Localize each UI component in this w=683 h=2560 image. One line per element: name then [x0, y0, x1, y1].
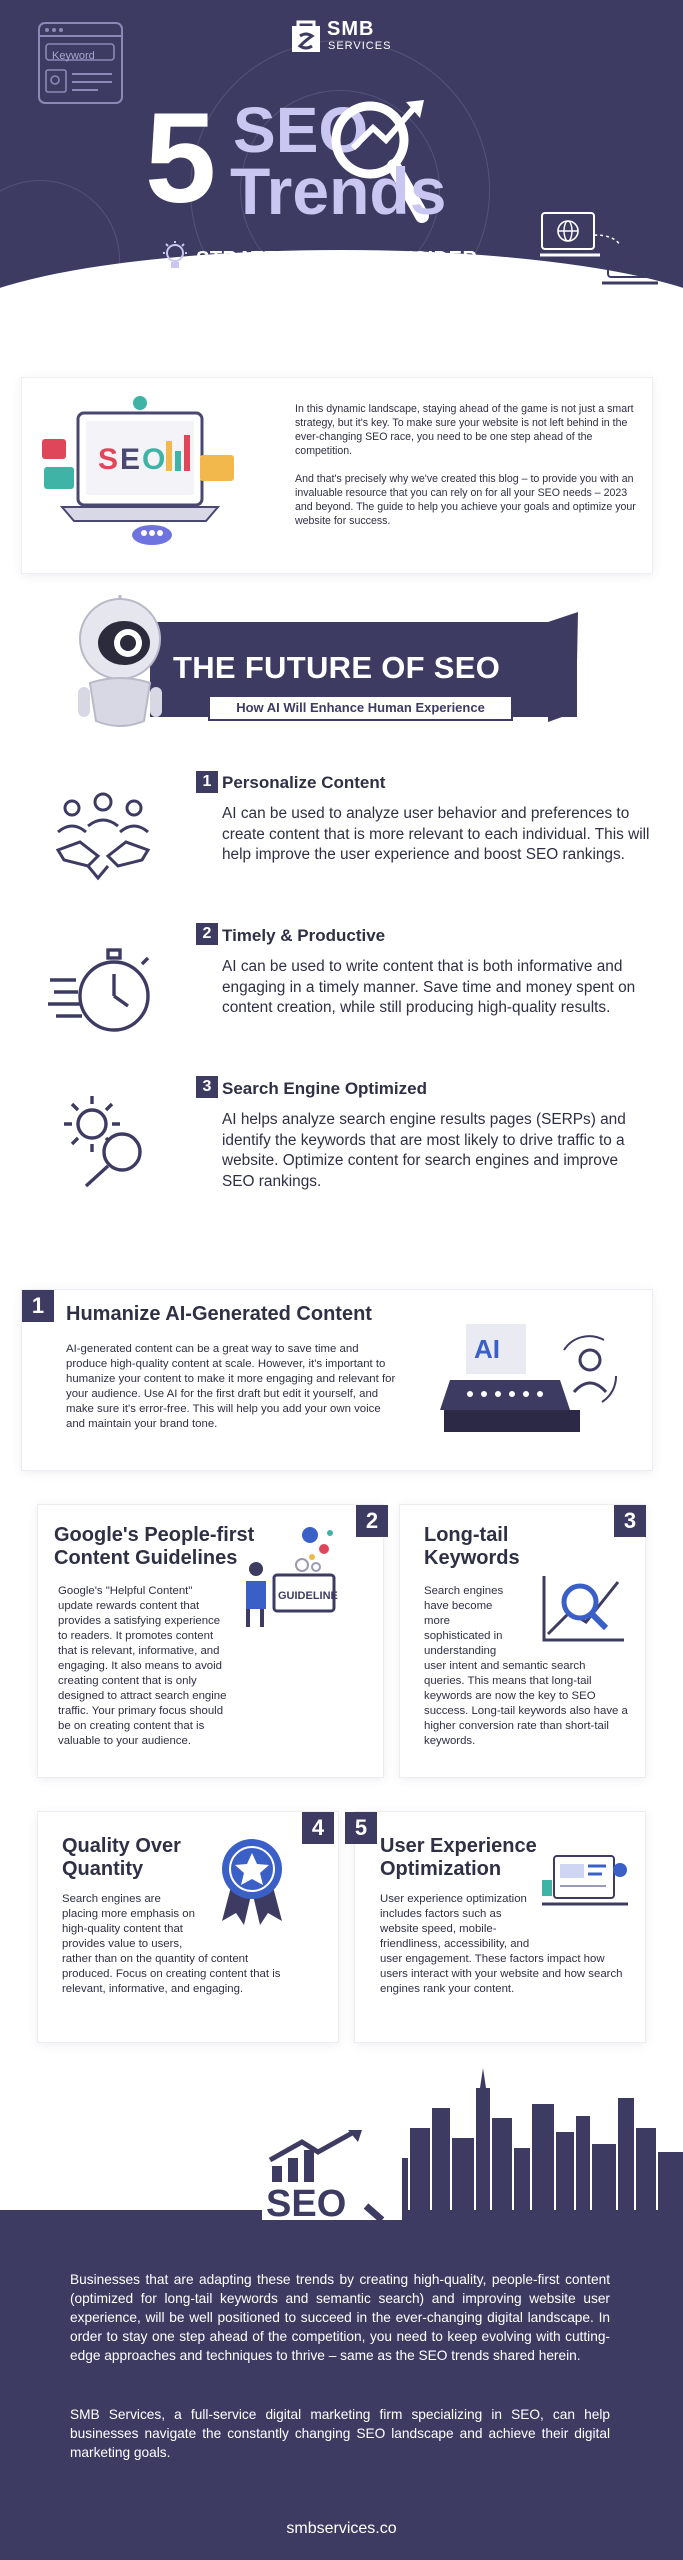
gear-search-icon [56, 1090, 166, 1190]
title-seo: SEO [233, 94, 369, 166]
svg-text:E: E [120, 443, 141, 476]
site-url-link[interactable]: smbservices.co [286, 2520, 397, 2537]
seo-laptop-illustration [40, 395, 240, 560]
trend-5-title-line1: User Experience [380, 1835, 537, 1857]
logo-icon [288, 20, 324, 56]
stopwatch-icon [48, 940, 158, 1040]
trend-3-number: 3 [614, 1505, 646, 1537]
trend-4-number: 4 [302, 1812, 334, 1844]
trend-2-title-line1: Google's People-first [54, 1524, 255, 1546]
svg-text:AI: AI [474, 1334, 500, 1364]
footer [0, 2210, 683, 2560]
trend-2-body-top [58, 1584, 230, 1749]
trend-1-body: AI-generated content can be a great way to save time and produce high-quality content at scale. However, it's important to humanize your content to make it more engaging and relevant for your audience. Use AI for the first draft but edit it yourself, and make sure it's error-free. This will help you add your own voice and maintain your brand tone. [66, 1343, 396, 1430]
future-title: THE FUTURE OF SEO [173, 650, 501, 685]
svg-text:GUIDELINE: GUIDELINE [278, 1590, 338, 1602]
svg-text:S: S [98, 443, 119, 476]
intro-paragraph-2: And that's precisely why we've created this blog – to provide you with an invaluable resource that you can rely on for all your SEO needs – 2023 and beyond. The guide to help you achieve your goals and optimize your website for success. [295, 473, 636, 527]
guideline-board-icon [238, 1525, 343, 1635]
trend-4-body: Search engines are placing more emphasis on high-quality content that provides value to users, rather than on the quantity of content produced. Focus on creating content that is relevant, informative, and engaging. [62, 1893, 281, 1995]
future-item-3-number: 3 [196, 1076, 218, 1098]
svg-text:O: O [142, 443, 166, 476]
trend-5-title-line2: Optimization [380, 1858, 502, 1880]
trend-5-body: User experience optimization includes factors such as website speed, mobile-friendliness, accessibility, and user engagement. These factors impact how users interact with your website and how search engines rank your content. [380, 1893, 623, 1995]
trend-3-title-line2: Keywords [424, 1547, 520, 1569]
future-item-1-number: 1 [196, 771, 218, 793]
logo-sub: SERVICES [328, 40, 392, 52]
trend-4-title-line2: Quantity [62, 1858, 144, 1880]
future-item-2-title: Timely & Productive [222, 926, 386, 945]
trend-2-number: 2 [356, 1505, 388, 1537]
trend-2-body: Google's "Helpful Content" update rewards content that provides a satisfying experience to readers. It promotes content that is relevant, informative, and engaging. It also means to avoid creating content that is only designed to attract search engine traffic. Your primary focus should be on creating content that is valuable to your audience. [58, 1585, 227, 1747]
lightbulb-icon [160, 240, 190, 274]
handshake-people-icon [48, 790, 158, 890]
future-item-1-body: AI can be used to analyze user behavior and preferences to create content that is more relevant to each individual. This will help improve the user experience and boost SEO rankings. [222, 805, 650, 863]
robot-icon [72, 595, 167, 735]
trend-2-title-line2: Content Guidelines [54, 1547, 238, 1569]
trend-5-number: 5 [345, 1812, 377, 1844]
intro-text [295, 402, 640, 528]
award-ribbon-icon [212, 1835, 292, 1925]
trend-4-title-line1: Quality Over [62, 1835, 181, 1857]
logo-name: SMB [327, 18, 375, 40]
trend-1-number: 1 [22, 1290, 54, 1322]
banner-edge [548, 612, 582, 724]
seo-logo-icon [262, 2130, 402, 2220]
typewriter-ai-icon [440, 1320, 620, 1445]
future-item-1-title: Personalize Content [222, 773, 386, 792]
trend-3-body: Search engines have become more sophisticated in understanding user intent and semantic search queries. This means that long-tail keywords are now the key to SEO success. Long-tail keywords also have a higher conversion rate than short-tail keywords. [424, 1585, 628, 1747]
ux-design-icon [540, 1852, 632, 1912]
future-item-2-body: AI can be used to write content that is both informative and engaging in a timely manner. Save time and money spent on content creation, while still producing high-quality results. [222, 958, 636, 1016]
keyword-label: Keyword [52, 50, 95, 62]
title-trends: Trends [230, 154, 447, 228]
future-item-2-number: 2 [196, 923, 218, 945]
footer-paragraph-2: SMB Services, a full-service digital marketing firm specializing in SEO, can help businesses navigate the constantly changing SEO landscape and achieve their digital marketing goals. [70, 2407, 610, 2460]
big-number: 5 [145, 87, 217, 230]
future-subtitle: How AI Will Enhance Human Experience [236, 700, 485, 715]
trend-3-title-line1: Long-tail [424, 1524, 509, 1546]
intro-paragraph-1: In this dynamic landscape, staying ahead of the game is not just a smart strategy, but it's key. To make sure your website is not left behind in the ever-changing SEO race, you need to be one step ahead of the competition. [295, 403, 634, 457]
subtitle: STRATEGIES TO CONSIDER [196, 248, 478, 270]
growth-chart-search-icon [540, 1572, 630, 1644]
svg-text:SEO: SEO [266, 2183, 347, 2220]
future-item-3-title: Search Engine Optimized [222, 1079, 427, 1098]
trend-1-title: Humanize AI-Generated Content [66, 1303, 372, 1325]
footer-paragraph-1: Businesses that are adapting these trends by creating high-quality, people-first content (optimized for long-tail keywords and semantic search) and improving website user experience, will be well positioned to succeed in the ever-changing digital landscape. In order to stay one step ahead of the competition, you need to keep evolving with cutting-edge approaches and techniques to thrive – same as the SEO trends shared herein. [70, 2272, 610, 2363]
future-item-3-body: AI helps analyze search engine results pages (SERPs) and identify the keywords that are most likely to drive traffic to a website. Optimize content for search engines and improve SEO rankings. [222, 1111, 626, 1190]
keyword-search-icon [38, 22, 123, 104]
laptop-globe-icon [540, 205, 665, 300]
